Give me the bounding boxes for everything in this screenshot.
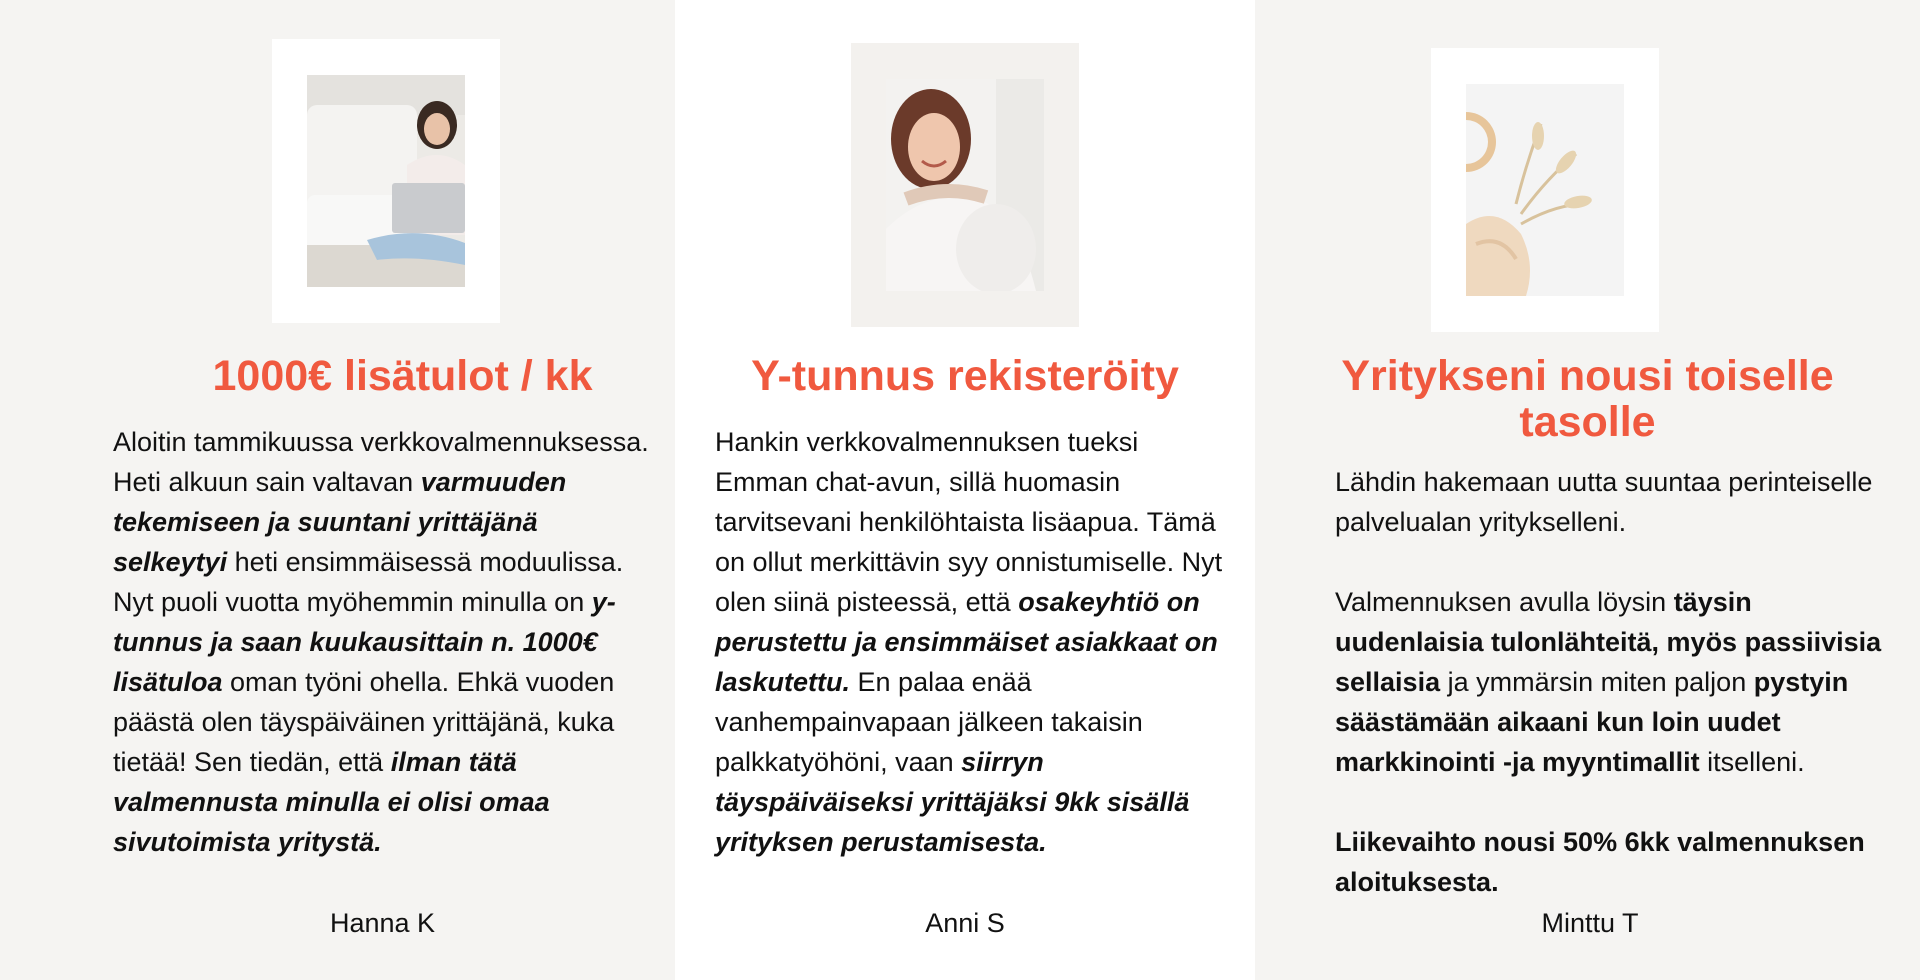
testimonial-author: Hanna K [329, 908, 436, 938]
smiling-woman-photo [886, 79, 1044, 291]
testimonial-paragraph: Valmennuksen avulla löysin täysin uudenlaisia tulonlähteitä, myös passiivisia sellaisia ja ymmärsin miten paljon pystyin säästämään aikaani kun loin uudet markkinointi -ja myyntimallit itselleni. [1335, 587, 1882, 777]
testimonial-text [1335, 462, 1905, 902]
testimonial-title: Y-tunnus rekisteröity [751, 352, 1179, 400]
dried-flowers-photo [1466, 84, 1624, 296]
highlight-text: ilman tätä valmennusta minulla ei olisi omaa sivutoimista yritystä. [113, 747, 550, 857]
testimonial-paragraph [1335, 822, 1905, 902]
testimonial-text: Aloitin tammikuussa verkkovalmennuksessa. Heti alkuun sain valtavan varmuuden tekemiseen ja suuntani yrittäjänä selkeytyi heti ensimmäisessä moduulissa. Nyt puoli vuotta myöhemmin minulla on y-tunnus ja saan kuukausittain n. 1000€ lisätuloa oman työni ohella. Ehkä vuoden päästä olen täyspäiväinen yrittäjänä, kuka tietää! Sen tiedän, että ilman tätä valmennusta minulla ei olisi omaa sivutoimista yritystä. [113, 427, 649, 857]
woman-with-laptop-photo [307, 75, 465, 287]
testimonial-author: Minttu T [1541, 908, 1639, 938]
testimonial-card-hanna [0, 0, 675, 980]
testimonial-author: Anni S [925, 908, 1005, 938]
highlight-text: pystyin säästämään aikaani kun loin uudet markkinointi -ja myyntimallit [1335, 667, 1849, 777]
photo-frame [851, 43, 1079, 327]
highlight-text: osakeyhtiö on perustettu ja ensimmäiset asiakkaat on laskutettu. [715, 587, 1218, 697]
highlight-text: siirryn täyspäiväiseksi yrittäjäksi 9kk sisällä yrityksen perustamisesta. [715, 747, 1190, 857]
testimonial-card-anni [675, 0, 1255, 980]
photo-frame [1431, 48, 1659, 332]
photo-frame [272, 39, 500, 323]
testimonial-card-minttu [1255, 0, 1920, 980]
highlight-text: täysin uudenlaisia tulonlähteitä, myös passiivisia sellaisia [1335, 587, 1882, 697]
highlight-text: y-tunnus ja saan kuukausittain n. 1000€ lisätuloa [113, 587, 616, 697]
testimonial-paragraph: Lähdin hakemaan uutta suuntaa perinteiselle palvelualan yritykselleni. [1335, 467, 1873, 537]
highlight-text: Liikevaihto nousi 50% 6kk valmennuksen aloituksesta. [1335, 827, 1865, 897]
testimonial-title: 1000€ lisätulot / kk [212, 352, 593, 400]
testimonial-text: Hankin verkkovalmennuksen tueksi Emman chat-avun, sillä huomasin tarvitsevani henkilöhtaista lisäapua. Tämä on ollut merkittävin syy onnistumiselle. Nyt olen siinä pisteessä, että osakeyhtiö on perustettu ja ensimmäiset asiakkaat on laskutettu. En palaa enää vanhempainvapaan jälkeen takaisin palkkatyöhöni, vaan siirryn täyspäiväiseksi yrittäjäksi 9kk sisällä yrityksen perustamisesta. [715, 427, 1223, 857]
testimonial-title: Yritykseni nousi toiselle tasolle [1341, 352, 1834, 446]
highlight-text: varmuuden tekemiseen ja suuntani yrittäjänä selkeytyi [113, 467, 567, 577]
